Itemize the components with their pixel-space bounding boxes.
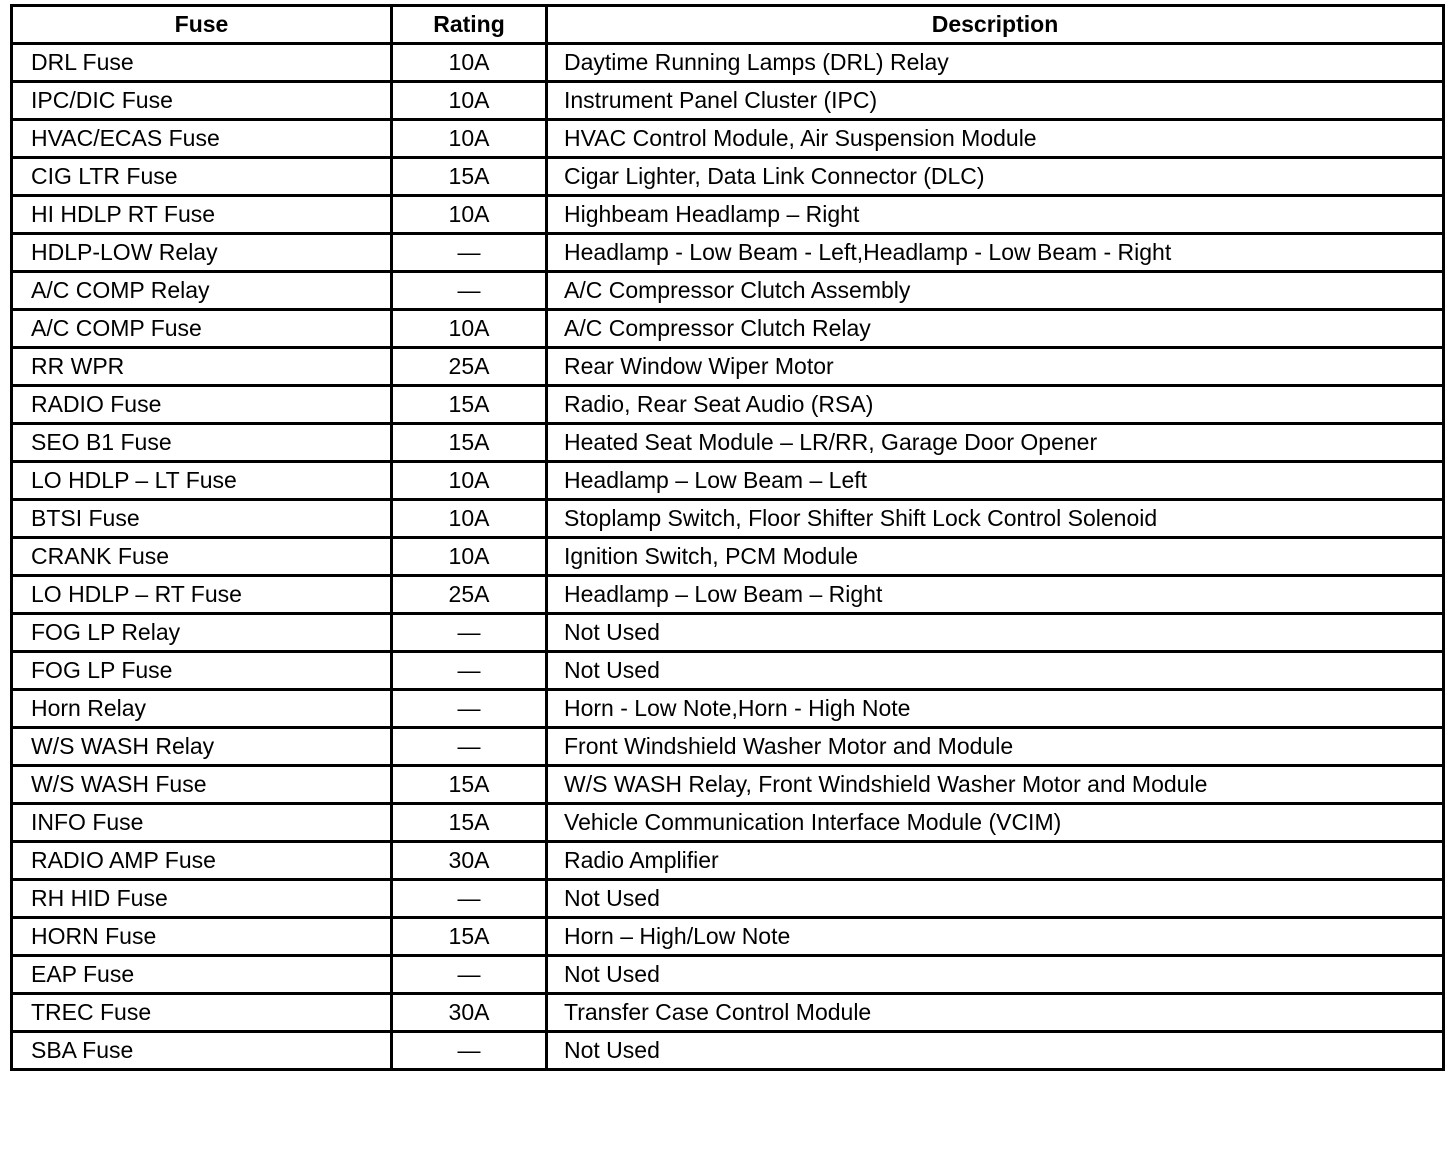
fuse-cell: RR WPR [12,348,392,386]
table-row [12,956,1444,994]
fuse-table [10,4,1445,1071]
description-cell: Headlamp – Low Beam – Left [547,462,1444,500]
fuse-cell: W/S WASH Fuse [12,766,392,804]
rating-cell: — [392,728,547,766]
fuse-cell: TREC Fuse [12,994,392,1032]
table-row [12,158,1444,196]
rating-cell: 15A [392,158,547,196]
description-cell: Horn – High/Low Note [547,918,1444,956]
rating-cell: 10A [392,538,547,576]
description-cell: Rear Window Wiper Motor [547,348,1444,386]
table-row [12,234,1444,272]
fuse-cell: LO HDLP – LT Fuse [12,462,392,500]
rating-cell: — [392,234,547,272]
fuse-cell: W/S WASH Relay [12,728,392,766]
header-fuse: Fuse [12,6,392,44]
rating-cell: 10A [392,120,547,158]
table-row [12,310,1444,348]
table-row [12,424,1444,462]
table-row [12,728,1444,766]
description-cell: W/S WASH Relay, Front Windshield Washer Motor and Module [547,766,1444,804]
rating-cell: 15A [392,424,547,462]
description-cell: Not Used [547,956,1444,994]
description-cell: Heated Seat Module – LR/RR, Garage Door Opener [547,424,1444,462]
table-row [12,538,1444,576]
fuse-cell: SBA Fuse [12,1032,392,1070]
description-cell: Transfer Case Control Module [547,994,1444,1032]
rating-cell: 10A [392,44,547,82]
table-row [12,386,1444,424]
fuse-cell: HI HDLP RT Fuse [12,196,392,234]
fuse-cell: FOG LP Fuse [12,652,392,690]
description-cell: HVAC Control Module, Air Suspension Module [547,120,1444,158]
rating-cell: — [392,690,547,728]
table-row [12,1032,1444,1070]
table-row [12,500,1444,538]
description-cell: Stoplamp Switch, Floor Shifter Shift Lock Control Solenoid [547,500,1444,538]
rating-cell: 15A [392,766,547,804]
table-row [12,272,1444,310]
fuse-cell: RADIO AMP Fuse [12,842,392,880]
rating-cell: — [392,614,547,652]
description-cell: Ignition Switch, PCM Module [547,538,1444,576]
fuse-cell: Horn Relay [12,690,392,728]
table-row [12,804,1444,842]
description-cell: Not Used [547,614,1444,652]
rating-cell: 25A [392,576,547,614]
description-cell: Cigar Lighter, Data Link Connector (DLC) [547,158,1444,196]
rating-cell: — [392,880,547,918]
table-header-row [12,6,1444,44]
table-row [12,462,1444,500]
rating-cell: 15A [392,918,547,956]
table-row [12,690,1444,728]
rating-cell: — [392,272,547,310]
header-description: Description [547,6,1444,44]
fuse-cell: HORN Fuse [12,918,392,956]
description-cell: Headlamp – Low Beam – Right [547,576,1444,614]
description-cell: Vehicle Communication Interface Module (VCIM) [547,804,1444,842]
table-body [12,44,1444,1070]
description-cell: A/C Compressor Clutch Relay [547,310,1444,348]
table-row [12,880,1444,918]
rating-cell: 10A [392,500,547,538]
rating-cell: 30A [392,842,547,880]
header-rating: Rating [392,6,547,44]
rating-cell: 10A [392,196,547,234]
table-row [12,196,1444,234]
description-cell: Radio, Rear Seat Audio (RSA) [547,386,1444,424]
fuse-cell: LO HDLP – RT Fuse [12,576,392,614]
table-row [12,918,1444,956]
description-cell: Highbeam Headlamp – Right [547,196,1444,234]
fuse-cell: A/C COMP Fuse [12,310,392,348]
table-row [12,652,1444,690]
description-cell: Headlamp - Low Beam - Left,Headlamp - Low Beam - Right [547,234,1444,272]
rating-cell: 15A [392,386,547,424]
rating-cell: — [392,956,547,994]
table-row [12,348,1444,386]
fuse-table-sheet [10,4,1442,1071]
fuse-cell: RH HID Fuse [12,880,392,918]
rating-cell: 25A [392,348,547,386]
fuse-cell: SEO B1 Fuse [12,424,392,462]
description-cell: Horn - Low Note,Horn - High Note [547,690,1444,728]
table-row [12,614,1444,652]
description-cell: Front Windshield Washer Motor and Module [547,728,1444,766]
rating-cell: 15A [392,804,547,842]
rating-cell: 10A [392,310,547,348]
table-row [12,766,1444,804]
fuse-cell: DRL Fuse [12,44,392,82]
fuse-cell: FOG LP Relay [12,614,392,652]
fuse-cell: INFO Fuse [12,804,392,842]
description-cell: Instrument Panel Cluster (IPC) [547,82,1444,120]
table-row [12,120,1444,158]
description-cell: Daytime Running Lamps (DRL) Relay [547,44,1444,82]
fuse-cell: CRANK Fuse [12,538,392,576]
fuse-cell: HVAC/ECAS Fuse [12,120,392,158]
table-row [12,576,1444,614]
rating-cell: — [392,652,547,690]
fuse-cell: IPC/DIC Fuse [12,82,392,120]
fuse-cell: RADIO Fuse [12,386,392,424]
description-cell: Radio Amplifier [547,842,1444,880]
fuse-cell: A/C COMP Relay [12,272,392,310]
rating-cell: 10A [392,462,547,500]
fuse-cell: BTSI Fuse [12,500,392,538]
rating-cell: 10A [392,82,547,120]
rating-cell: 30A [392,994,547,1032]
fuse-cell: HDLP-LOW Relay [12,234,392,272]
table-row [12,842,1444,880]
description-cell: A/C Compressor Clutch Assembly [547,272,1444,310]
description-cell: Not Used [547,880,1444,918]
table-row [12,994,1444,1032]
description-cell: Not Used [547,1032,1444,1070]
table-row [12,82,1444,120]
fuse-cell: CIG LTR Fuse [12,158,392,196]
fuse-cell: EAP Fuse [12,956,392,994]
table-row [12,44,1444,82]
description-cell: Not Used [547,652,1444,690]
rating-cell: — [392,1032,547,1070]
